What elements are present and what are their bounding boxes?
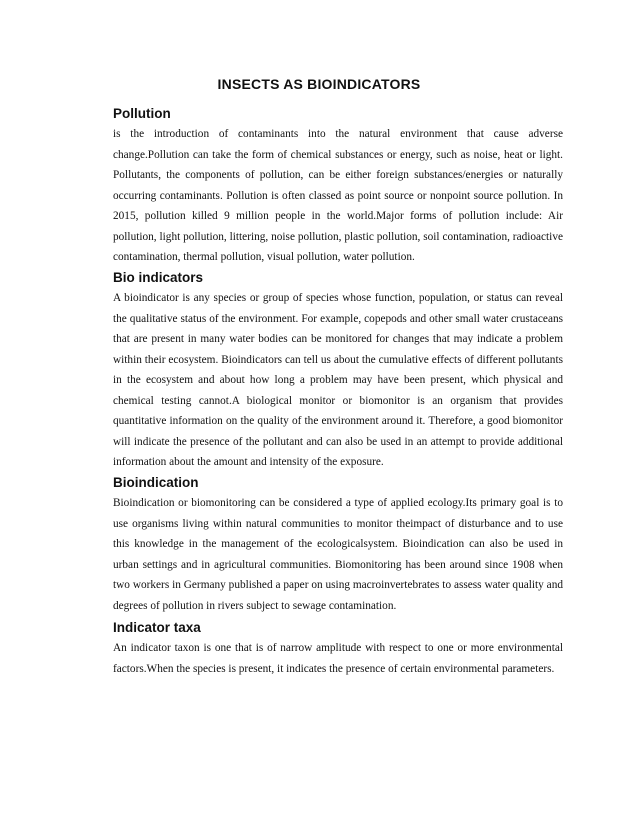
section-body: is the introduction of contaminants into the natural environment that cause adverse change.Pollution can take the form of chemical substances or energy, such as noise, heat or light. Pollutants, the components of pollution, can be either foreign substances/energies or naturally occurring contaminants. Pollution is often classed as point source or nonpoint source pollution. In 2015, pollution killed 9 million people in the world.Major forms of pollution include: Air pollution, light pollution, littering, noise pollution, plastic pollution, soil contamination, radioactive contamination, thermal pollution, visual pollution, water pollution.	[113, 128, 563, 263]
section-pollution	[113, 106, 563, 268]
section-bioindication	[113, 475, 563, 616]
section-heading: Pollution	[113, 106, 171, 121]
section-heading: Bio indicators	[113, 270, 204, 285]
section-indicator-taxa	[113, 620, 563, 679]
section-heading: Bioindication	[113, 475, 199, 490]
section-bio-indicators	[113, 270, 563, 473]
section-heading: Indicator taxa	[113, 620, 201, 635]
section-body: Bioindication or biomonitoring can be considered a type of applied ecology.Its primary goal is to use organisms living within natural communities to monitor theimpact of disturbance and to use this knowledge in the management of the ecologicalsystem. Bioindication can also be used in urban settings and in agricultural communities. Biomonitoring has been around since 1908 when two workers in Germany published a paper on using macroinvertebrates to assess water quality and degrees of pollution in rivers subject to sewage contamination.	[113, 497, 563, 612]
section-body: An indicator taxon is one that is of narrow amplitude with respect to one or more environmental factors.When the species is present, it indicates the presence of certain environmental parameters.	[113, 642, 563, 675]
section-body: A bioindicator is any species or group of species whose function, population, or status can reveal the qualitative status of the environment. For example, copepods and other small water crustaceans that are present in many water bodies can be monitored for changes that may indicate a problem within their ecosystem. Bioindicators can tell us about the cumulative effects of different pollutants in the ecosystem and about how long a problem may have been present, which physical and chemical testing cannot.A biological monitor or biomonitor is an organism that provides quantitative information on the quality of the environment around it. Therefore, a good biomonitor will indicate the presence of the pollutant and can also be used in an attempt to provide additional information about the amount and intensity of the exposure.	[113, 292, 563, 468]
document-title: INSECTS AS BIOINDICATORS	[217, 76, 421, 92]
